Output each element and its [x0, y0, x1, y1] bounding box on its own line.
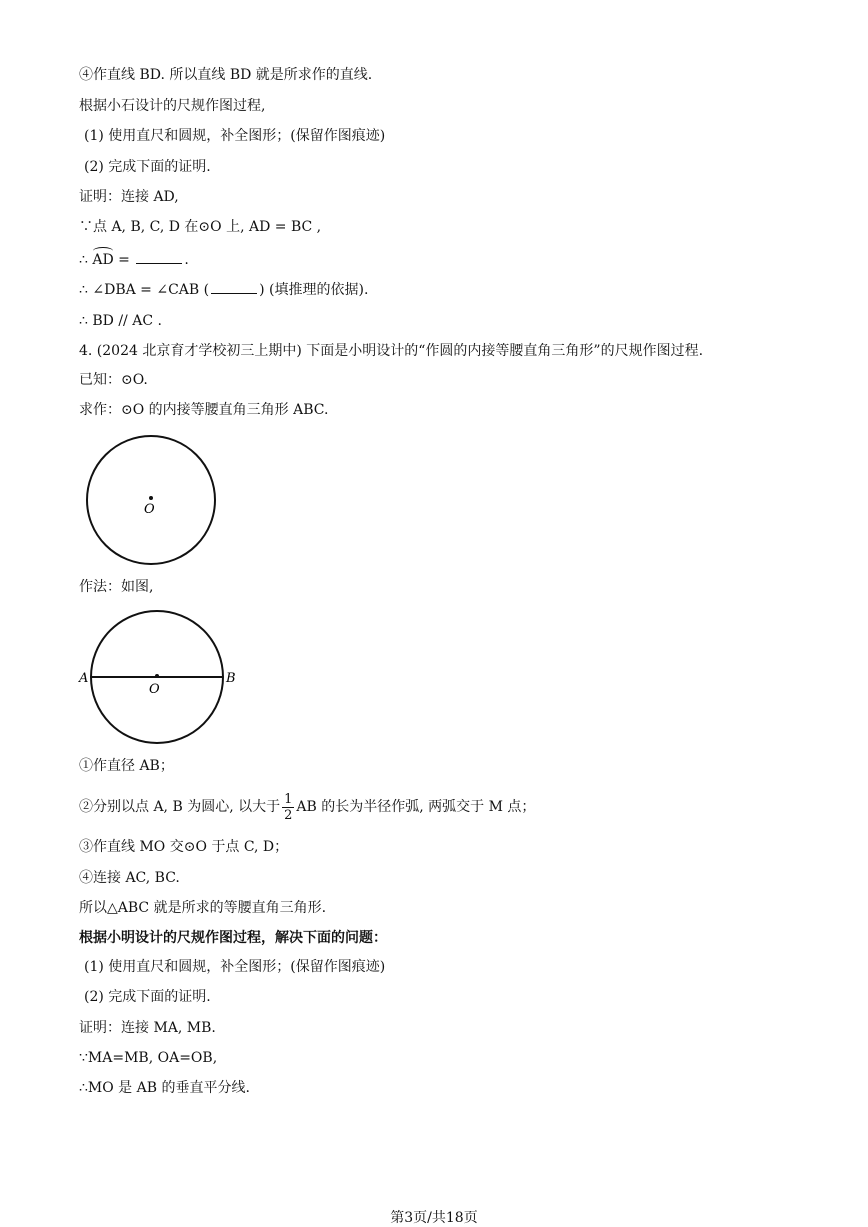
- line-intro: 根据小石设计的尺规作图过程,: [79, 98, 266, 114]
- label-a: A: [79, 671, 89, 686]
- construct-line: 求作：⊙O 的内接等腰直角三角形 ABC.: [79, 402, 329, 418]
- step-1: ①作直径 AB；: [79, 758, 174, 774]
- fraction-one-half: [282, 792, 294, 823]
- question-part2: (2) 完成下面的证明.: [84, 159, 211, 175]
- proof-line-arc: [79, 250, 189, 270]
- question-part1: (1) 使用直尺和圆规，补全图形；(保留作图痕迹): [84, 128, 386, 144]
- period-text: .: [184, 252, 189, 268]
- figure-circle-o: [84, 433, 218, 567]
- reason-text: ) (填推理的依据).: [259, 282, 369, 298]
- fraction-denominator: 2: [284, 807, 293, 823]
- step-2-text-a: ②分别以点 A, B 为圆心, 以大于: [79, 799, 281, 815]
- proof-start-b: 证明：连接 MA, MB.: [79, 1020, 216, 1036]
- conclusion-line: 所以△ABC 就是所求的等腰直角三角形.: [79, 900, 327, 916]
- given-line: 已知：⊙O.: [79, 372, 148, 388]
- answer-blank-2[interactable]: [211, 280, 257, 294]
- figure-circle-diameter: [76, 610, 240, 748]
- answer-blank-1[interactable]: [136, 250, 182, 264]
- step-4: ④连接 AC, BC.: [79, 870, 180, 886]
- proof-line-angles: [79, 280, 368, 300]
- center-point: [155, 674, 159, 678]
- angle-text: ∴ ∠DBA = ∠CAB (: [79, 282, 210, 298]
- step-2-text-b: AB 的长为半径作弧, 两弧交于 M 点；: [296, 799, 536, 815]
- question-part2-b: (2) 完成下面的证明.: [84, 989, 211, 1005]
- page-footer: 第3页/共18页: [390, 1210, 478, 1226]
- label-b: B: [226, 671, 236, 686]
- fraction-numerator: 1: [284, 791, 293, 807]
- method-line: 作法：如图,: [79, 579, 154, 595]
- proof-conclusion: ∴ BD // AC .: [79, 313, 162, 329]
- problem-4-title: 4. (2024 北京育才学校初三上期中) 下面是小明设计的“作圆的内接等腰直角三角形”的尺规作图过程.: [79, 343, 704, 359]
- proof-line-equal: ∵MA=MB, OA=OB,: [79, 1050, 218, 1066]
- line-step4-bd: ④作直线 BD. 所以直线 BD 就是所求作的直线.: [79, 67, 373, 83]
- center-label-o: O: [144, 502, 155, 517]
- proof-line-points: ∵点 A, B, C, D 在⊙O 上, AD = BC ,: [79, 219, 322, 235]
- proof-line-bisector: ∴MO 是 AB 的垂直平分线.: [79, 1080, 250, 1096]
- arc-ad: AD: [92, 252, 114, 268]
- question-part1-b: (1) 使用直尺和圆规，补全图形；(保留作图痕迹): [84, 959, 386, 975]
- instruction-bold: 根据小明设计的尺规作图过程，解决下面的问题：: [79, 930, 387, 946]
- proof-start: 证明：连接 AD,: [79, 189, 179, 205]
- label-o: O: [149, 682, 160, 697]
- equals-text: =: [113, 252, 135, 268]
- step-3: ③作直线 MO 交⊙O 于点 C, D；: [79, 839, 289, 855]
- step-2: [79, 789, 535, 825]
- therefore-symbol: ∴: [79, 252, 93, 268]
- center-point: [149, 496, 153, 500]
